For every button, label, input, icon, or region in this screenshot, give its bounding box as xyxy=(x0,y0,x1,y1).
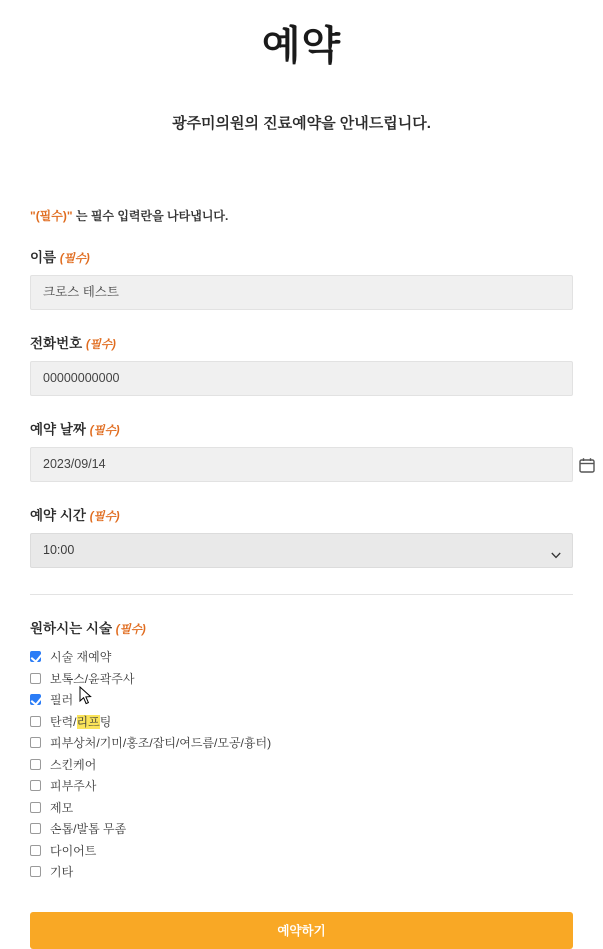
treatment-option-label: 시술 재예약 xyxy=(50,650,112,665)
treatment-option-label: 기타 xyxy=(50,865,74,880)
field-time xyxy=(30,504,573,568)
submit-button[interactable]: 예약하기 xyxy=(30,912,573,949)
treatment-option-row[interactable] xyxy=(30,668,573,690)
field-name xyxy=(30,246,573,310)
treatment-checkbox[interactable] xyxy=(30,759,41,770)
treatment-option-row[interactable] xyxy=(30,861,573,883)
treatment-checkbox[interactable] xyxy=(30,651,41,662)
treatment-checkbox[interactable] xyxy=(30,716,41,727)
phone-input[interactable]: 00000000000 xyxy=(30,361,573,396)
field-date xyxy=(30,418,573,482)
field-treatment-label-text: 원하시는 시술 xyxy=(30,621,112,636)
treatment-option-label: 피부주사 xyxy=(50,779,97,794)
treatment-option-row[interactable] xyxy=(30,797,573,819)
required-note-marker: "(필수)" xyxy=(30,209,73,223)
treatment-option-row[interactable] xyxy=(30,689,573,711)
required-note xyxy=(30,207,573,224)
form-container xyxy=(30,0,573,949)
treatment-option-label: 필러 xyxy=(50,693,74,708)
date-input[interactable]: 2023/09/14 xyxy=(30,447,573,482)
treatment-option-label: 보톡스/윤곽주사 xyxy=(50,671,135,686)
page-subtitle: 광주미의원의 진료예약을 안내드립니다. xyxy=(172,115,431,132)
time-select-wrapper[interactable] xyxy=(30,533,573,568)
field-treatment xyxy=(30,617,573,883)
field-name-label xyxy=(30,246,573,266)
treatment-checkbox[interactable] xyxy=(30,780,41,791)
treatment-option-label: 다이어트 xyxy=(50,843,97,858)
field-treatment-label xyxy=(30,617,573,637)
treatment-option-row[interactable] xyxy=(30,732,573,754)
treatment-option-row[interactable] xyxy=(30,840,573,862)
field-date-label-text: 예약 날짜 xyxy=(30,422,86,437)
treatment-checkbox[interactable] xyxy=(30,823,41,834)
treatment-option-row[interactable] xyxy=(30,646,573,668)
treatment-option-row[interactable] xyxy=(30,818,573,840)
treatment-option-row[interactable] xyxy=(30,775,573,797)
field-phone-required: (필수) xyxy=(85,339,116,351)
treatment-checkbox-group xyxy=(30,646,573,883)
page-title: 예약 xyxy=(261,24,342,68)
date-input-wrapper xyxy=(30,447,573,482)
treatment-option-label: 제모 xyxy=(50,800,74,815)
treatment-checkbox[interactable] xyxy=(30,866,41,877)
time-select[interactable]: 10:00 xyxy=(30,533,573,568)
field-time-label-text: 예약 시간 xyxy=(30,508,86,523)
treatment-option-label: 손톱/발톱 무좀 xyxy=(50,822,127,837)
field-time-label xyxy=(30,504,573,524)
text-selection-highlight: 리프 xyxy=(76,714,100,729)
divider xyxy=(30,594,573,595)
treatment-option-label: 탄력/리프팅 xyxy=(50,714,112,729)
treatment-checkbox[interactable] xyxy=(30,802,41,813)
field-date-label xyxy=(30,418,573,438)
treatment-checkbox[interactable] xyxy=(30,673,41,684)
treatment-checkbox[interactable] xyxy=(30,737,41,748)
treatment-option-row[interactable] xyxy=(30,711,573,733)
treatment-checkbox[interactable] xyxy=(30,845,41,856)
treatment-checkbox[interactable] xyxy=(30,694,41,705)
field-phone-label xyxy=(30,332,573,352)
field-name-required: (필수) xyxy=(59,253,90,265)
field-phone-label-text: 전화번호 xyxy=(30,336,83,351)
treatment-option-label: 스킨케어 xyxy=(50,757,97,772)
field-date-required: (필수) xyxy=(89,425,120,437)
field-time-required: (필수) xyxy=(89,511,120,523)
required-note-text: 는 필수 입력란을 나타냅니다. xyxy=(72,209,229,223)
field-name-label-text: 이름 xyxy=(30,250,57,265)
treatment-option-label: 피부상처/기미/홍조/잡티/여드름/모공/흉터) xyxy=(50,736,272,751)
calendar-icon[interactable] xyxy=(579,457,595,473)
field-treatment-required: (필수) xyxy=(115,624,146,636)
treatment-option-row[interactable] xyxy=(30,754,573,776)
name-input[interactable]: 크로스 테스트 xyxy=(30,275,573,310)
field-phone xyxy=(30,332,573,396)
